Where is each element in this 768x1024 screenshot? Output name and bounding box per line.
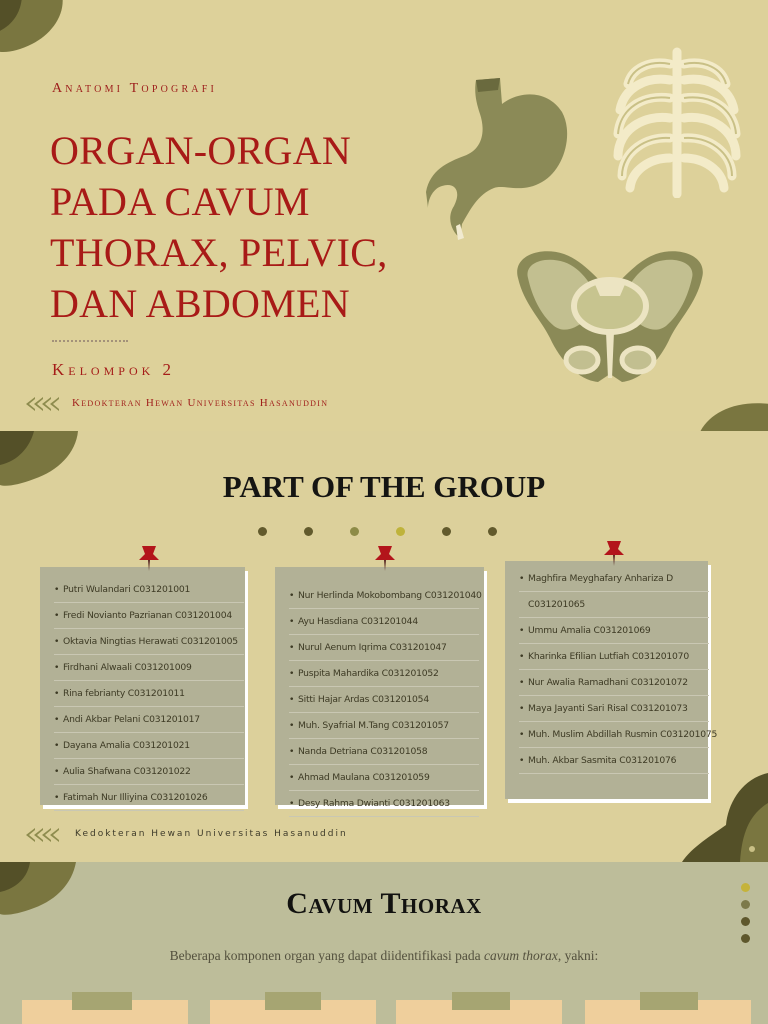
member-name: Maghfira Meyghafary Anhariza D [528, 573, 673, 584]
bullet-icon: • [54, 688, 60, 699]
bullet-icon: • [54, 636, 60, 647]
member-item [54, 681, 244, 707]
bullet-icon: • [54, 740, 60, 751]
member-name: Muh. Syafrial M.Tang C031201057 [298, 720, 449, 731]
member-item [289, 713, 479, 739]
member-name: Kharinka Efilian Lutfiah C031201070 [528, 651, 689, 662]
dot-row-decoration [258, 527, 534, 536]
section-title: Cavum Thorax [286, 887, 482, 920]
card-tab [72, 992, 132, 1010]
chevrons-icon [26, 397, 58, 411]
card-tab [640, 992, 698, 1010]
member-name: Aulia Shafwana C031201022 [63, 766, 191, 777]
card-tab [452, 992, 510, 1010]
ribcage-icon [610, 44, 744, 198]
university-label: Kedokteran Hewan Universitas Hasanuddin [72, 397, 329, 409]
member-item [519, 722, 718, 748]
corner-blob-bottom-right [682, 773, 768, 862]
subtitle: Anatomi Topografi [52, 81, 218, 96]
bullet-icon: • [54, 584, 60, 595]
corner-blob-bottom-right [700, 400, 768, 431]
bullet-icon: • [289, 798, 295, 809]
bullet-icon: • [289, 746, 295, 757]
member-item [54, 603, 244, 629]
member-item [54, 577, 244, 603]
corner-blob-top-left [0, 0, 72, 56]
bullet-icon: • [519, 755, 525, 766]
member-list [505, 561, 718, 774]
bullet-icon: • [289, 694, 295, 705]
member-item [54, 655, 244, 681]
pelvis-icon [510, 248, 710, 386]
member-name: Fatimah Nur Illiyina C031201026 [63, 792, 208, 803]
member-name: Firdhani Alwaali C031201009 [63, 662, 192, 673]
pushpin-icon [601, 539, 627, 567]
member-name: Ayu Hasdiana C031201044 [298, 616, 418, 627]
bullet-icon: • [289, 616, 295, 627]
member-name: Sitti Hajar Ardas C031201054 [298, 694, 429, 705]
member-item [289, 583, 482, 609]
member-name: Puspita Mahardika C031201052 [298, 668, 439, 679]
card-tab [265, 992, 321, 1010]
member-name: Ummu Amalia C031201069 [528, 625, 651, 636]
group-members-slide [0, 431, 768, 862]
bullet-icon: • [519, 677, 525, 688]
section-title: PART OF THE GROUP [222, 469, 546, 504]
member-item [54, 785, 244, 811]
pushpin-icon [372, 544, 398, 572]
bullet-icon: • [54, 662, 60, 673]
member-list [275, 567, 484, 817]
bullet-icon: • [289, 642, 295, 653]
member-item [289, 609, 479, 635]
bullet-icon: • [519, 625, 525, 636]
member-name: Dayana Amalia C031201021 [63, 740, 190, 751]
member-item [54, 707, 244, 733]
member-name: Rina febrianty C031201011 [63, 688, 185, 699]
bullet-icon: • [54, 766, 60, 777]
bullet-icon: • [289, 720, 295, 731]
bullet-icon: • [289, 668, 295, 679]
intro-text: Beberapa komponen organ yang dapat diidentifikasi pada cavum thorax, yakni: [169, 948, 599, 963]
member-name: Maya Jayanti Sari Risal C031201073 [528, 703, 688, 714]
member-card-2 [275, 567, 484, 809]
member-name: Putri Wulandari C031201001 [63, 584, 191, 595]
member-item [289, 687, 479, 713]
bullet-icon: • [519, 729, 525, 740]
member-item [519, 618, 709, 644]
bullet-icon: • [54, 610, 60, 621]
member-name: C031201065 [528, 599, 586, 610]
title-slide [0, 0, 768, 431]
bullet-icon: • [54, 714, 60, 725]
member-name: Oktavia Ningtias Herawati C031201005 [63, 636, 238, 647]
member-card-3 [505, 561, 718, 799]
bullet-icon: • [519, 651, 525, 662]
vertical-dots-decoration [741, 883, 750, 951]
member-item [519, 696, 709, 722]
member-item [519, 748, 709, 774]
member-list [40, 567, 245, 811]
member-item [289, 739, 479, 765]
member-name: Muh. Akbar Sasmita C031201076 [528, 755, 677, 766]
member-item [54, 733, 244, 759]
pushpin-icon [136, 544, 162, 572]
bullet-icon: • [54, 792, 60, 803]
member-item [289, 765, 479, 791]
bullet-icon: • [519, 703, 525, 714]
member-item [519, 592, 709, 618]
member-name: Nur Herlinda Mokobombang C031201040 [298, 590, 482, 601]
member-item [519, 670, 709, 696]
member-name: Fredi Novianto Pazrianan C031201004 [63, 610, 232, 621]
bullet-icon: • [289, 590, 295, 601]
member-item [289, 791, 479, 817]
stomach-icon [424, 74, 570, 242]
member-name: Nurul Aenum Iqrima C031201047 [298, 642, 447, 653]
bullet-icon: • [519, 573, 525, 584]
university-label: Kedokteran Hewan Universitas Hasanuddin [75, 829, 348, 839]
member-name: Ahmad Maulana C031201059 [298, 772, 430, 783]
member-item [54, 759, 244, 785]
chevrons-icon [26, 828, 58, 842]
member-name: Nur Awalia Ramadhani C031201072 [528, 677, 688, 688]
member-item [54, 629, 244, 655]
main-title: ORGAN-ORGAN PADA CAVUM THORAX, PELVIC, DAN ABDOMEN [50, 128, 388, 326]
group-label: Kelompok 2 [52, 360, 176, 379]
member-name: Nanda Detriana C031201058 [298, 746, 428, 757]
cavum-thorax-slide [0, 862, 768, 1024]
member-card-1 [40, 567, 245, 805]
member-item [289, 661, 479, 687]
member-name: Muh. Muslim Abdillah Rusmin C031201075 [528, 729, 718, 740]
member-name: Andi Akbar Pelani C031201017 [63, 714, 200, 725]
bullet-icon: • [289, 772, 295, 783]
member-name: Desy Rahma Dwianti C031201063 [298, 798, 450, 809]
member-item [519, 566, 709, 592]
member-item [519, 644, 709, 670]
member-item [289, 635, 479, 661]
dotted-divider [52, 340, 128, 342]
